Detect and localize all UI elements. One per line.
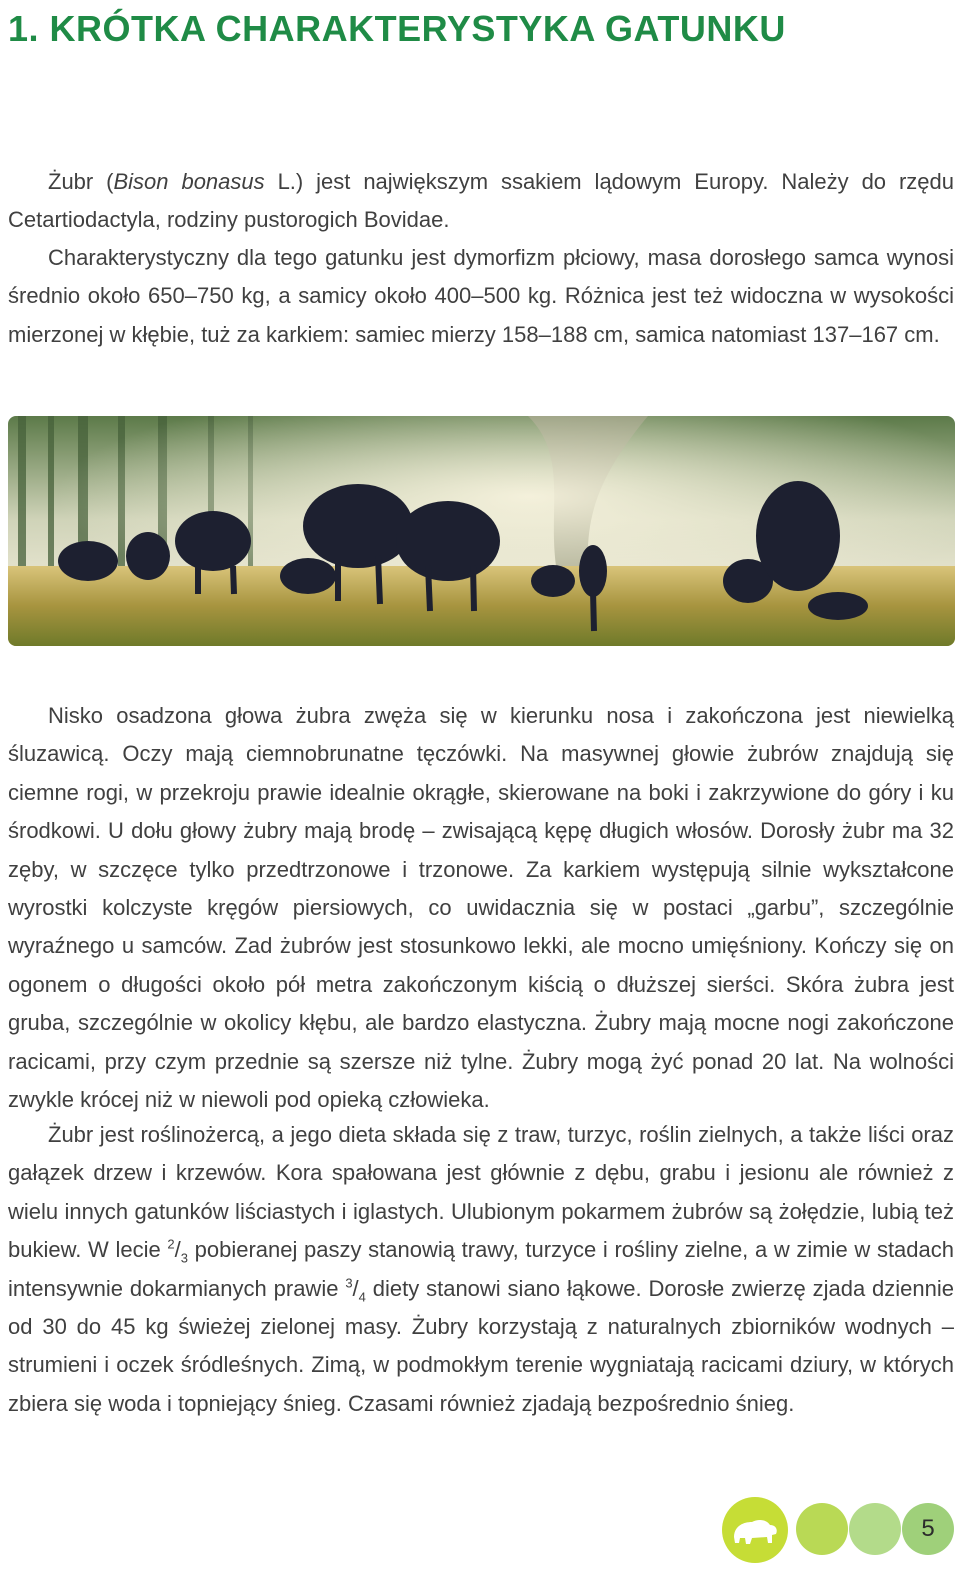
- paragraph-dimorphism: Charakterystyczny dla tego gatunku jest dymorfizm płciowy, masa dorosłego samca wynosi średnio około 650–750 kg, a samicy około 400–500 kg. Różnica jest też widoczna w wysokości mierzonej w kłębie, tuż za karkiem: samiec mierzy 158–188 cm, samica natomiast 137–167 cm.: [8, 245, 954, 347]
- diet-text-2: pobieranej paszy stanowią trawy, turzyce i rośliny zielne, a w zimie w stadach intensywnie dokarmianych prawie: [8, 1237, 954, 1301]
- page-footer-dots: [722, 1497, 960, 1563]
- fraction-numerator: 2: [167, 1236, 175, 1252]
- page-title: 1. KRÓTKA CHARAKTERYSTYKA GATUNKU: [8, 8, 786, 49]
- intro-text-2: L.) jest największym ssakiem lądowym Europy. Należy do rzędu Cetartiodactyla, rodziny pustorogich Bovidae.: [8, 169, 954, 233]
- fraction-denominator: 3: [180, 1250, 188, 1266]
- paragraph-anatomy: Nisko osadzona głowa żubra zwęża się w kierunku nosa i zakończona jest niewielką śluzawicą. Oczy mają ciemnobrunatne tęczówki. Na masywnej głowie żubrów znajdują się ciemne rogi, w przekroju prawie idealnie okrągłe, skierowane na boki i zakrzywione do góry i ku środkowi. U dołu głowy żubry mają brodę – zwisającą kępę długich włosów. Dorosły żubr ma 32 zęby, w szczęce tylko przedtrzonowe i trzonowe. Za karkiem występują silnie wykształcone wyrostki kolczyste kręgów piersiowych, co uwidacznia się w postaci „garbu”, szczególnie wyraźnego u samców. Zad żubrów jest stosunkowo lekki, ale mocno umięśniony. Kończy się on ogonem o długości około pół metra zakończonym kiścią o dłuższej sierści. Skóra żubra jest gruba, szczególnie w okolicy kłębu, ale bardzo elastyczna. Żubry mają mocne nogi zakończone racicami, przy czym przednie są szersze niż tylne. Żubry mogą żyć ponad 20 lat. Na wolności zwykle krócej niż w niewoli pod opieką człowieka.: [8, 703, 954, 1113]
- fraction-numerator: 3: [345, 1275, 353, 1291]
- paragraph-diet: Żubr jest roślinożercą, a jego dieta składa się z traw, turzyc, roślin zielnych, a także liści oraz gałązek drzew i krzewów. Kora spałowana jest głównie z dębu, grabu i jesionu ale również z wielu innych gatunków liściastych i iglastych. Ulubionym pokarmem żubrów są żołędzie, lubią też bukiew. W lecie $^2/_3$ pobieranej paszy stanowią trawy, turzyce i rośliny zielne, a w zimie w stadach intensywnie dokarmianych prawie $^3/_4$ diety stanowi siano łąkowe. Dorosłe zwierzę zjada dziennie od 30 do 45 kg świeżej zielonej masy. Żubry korzystają z naturalnych zbiorników wodnych – strumieni i oczek śródleśnych. Zimą, w podmokłym terenie wygniatają racicami dziury, w których zbiera się woda i topniejący śnieg. Czasami również zjadają bezpośrednio śnieg.: [8, 1122, 954, 1416]
- intro-text-1: Żubr (: [48, 169, 114, 194]
- decor-dot: [849, 1503, 901, 1555]
- bison-icon: [722, 1497, 788, 1563]
- bison-herd-photo: [8, 416, 955, 646]
- page-number: 5: [902, 1503, 954, 1555]
- paragraph-intro: [8, 163, 954, 240]
- decor-dot: [796, 1503, 848, 1555]
- latin-name: Bison bonasus: [113, 169, 265, 194]
- bison-badge: [722, 1497, 788, 1563]
- diet-text-3: diety stanowi siano łąkowe. Dorosłe zwierzę zjada dziennie od 30 do 45 kg świeżej zielonej masy. Żubry korzystają z naturalnych zbiorników wodnych – strumieni i oczek śródleśnych. Zimą, w podmokłym terenie wygniatają racicami dziury, w których zbiera się woda i topniejący śnieg. Czasami również zjadają bezpośrednio śnieg.: [8, 1275, 954, 1416]
- fraction-denominator: 4: [358, 1289, 366, 1305]
- diet-text-1: Żubr jest roślinożercą, a jego dieta składa się z traw, turzyc, roślin zielnych, a także liści oraz gałązek drzew i krzewów. Kora spałowana jest głównie z dębu, grabu i jesionu ale również z wielu innych gatunków liściastych i iglastych. Ulubionym pokarmem żubrów są żołędzie, lubią też bukiew. W lecie: [8, 1122, 954, 1263]
